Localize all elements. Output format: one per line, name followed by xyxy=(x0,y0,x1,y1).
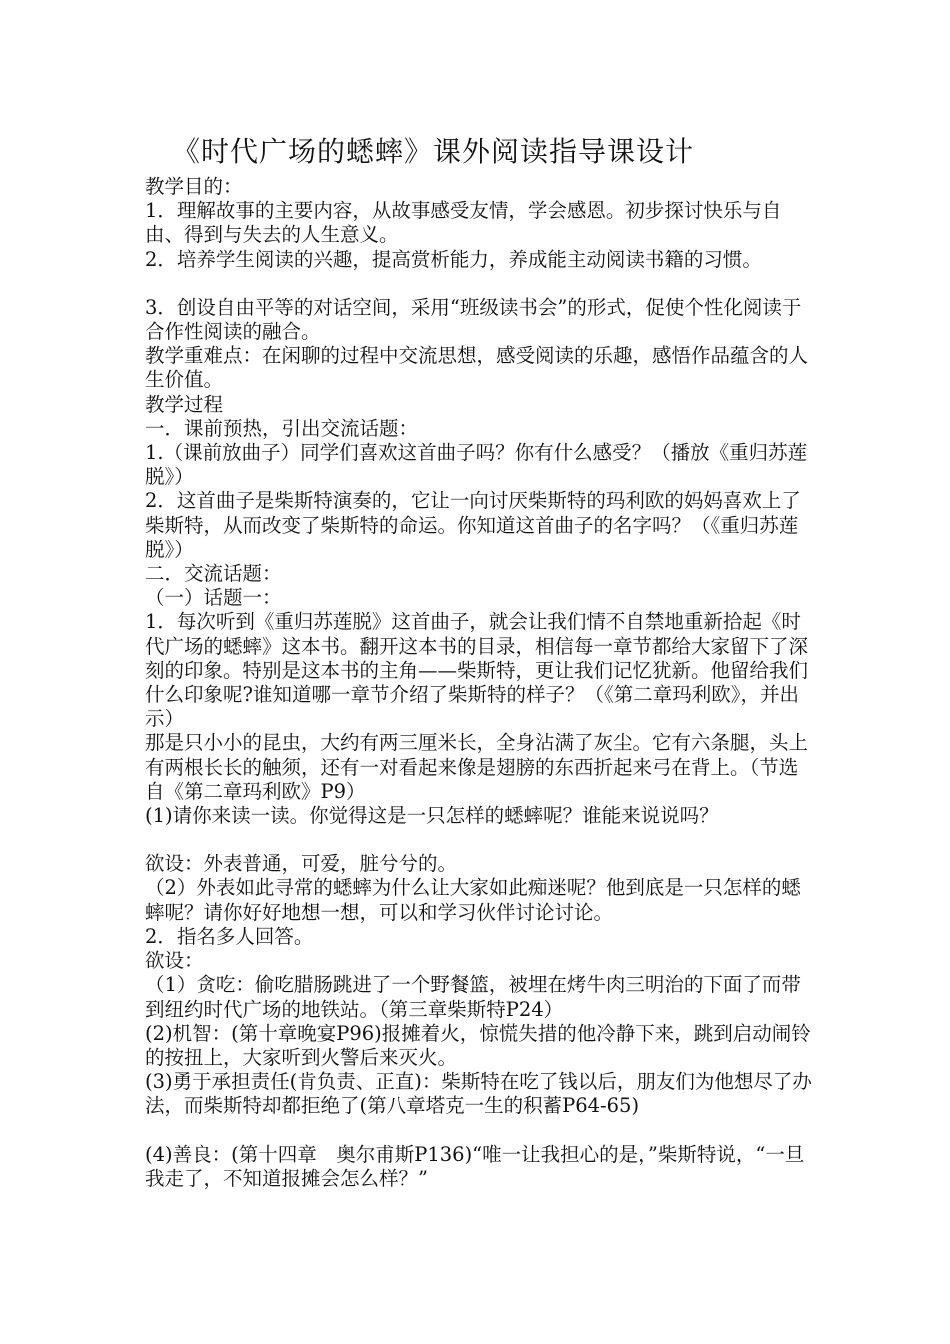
goal-item-2: 2．培养学生阅读的兴趣，提高赏析能力，养成能主动阅读书籍的习惯。 xyxy=(145,247,762,271)
section-heading-process: 教学过程 xyxy=(145,392,224,416)
expected-heading: 欲设： xyxy=(145,949,204,973)
trait-4: (4)善良：(第十四章 奥尔甫斯P136)“唯一让我担心的是，”柴斯特说，“一旦我走了，不知道报摊会怎么样？” xyxy=(145,1142,805,1190)
blank-line xyxy=(145,1119,815,1143)
trait-2: (2)机智：(第十章晚宴P96)报摊着火，惊慌失措的他冷静下来，跳到启动闹铃的按扭上，大家听到火警后来灭火。 xyxy=(145,1021,811,1069)
topic-heading-1: （一）话题一： xyxy=(145,586,282,610)
trait-3: (3)勇于承担责任(肯负责、正直)：柴斯特在吃了钱以后，朋友们为他想尽了办法，而柴斯特却都拒绝了(第八章塔克一生的积蓄P64-65) xyxy=(145,1070,812,1118)
document-body xyxy=(145,175,815,1191)
excerpt-paragraph: 那是只小小的昆虫，大约有两三厘米长，全身沾满了灰尘。它有六条腿，头上有两根长长的触须，还有一对看起来像是翅膀的东西折起来弓在背上。（节选自《第二章玛利欧》P9） xyxy=(145,731,809,803)
step-heading-1: 一．课前预热，引出交流话题： xyxy=(145,416,419,440)
topic-1-item-1: 1．每次听到《重归苏莲脱》这首曲子，就会让我们情不自禁地重新拾起《时代广场的蟋蟀》这本书。翻开这本书的目录，相信每一章节都给大家留下了深刻的印象。特别是这本书的主角——柴斯特，更让我们记忆犹新。他留给我们什么印象呢?谁知道哪一章节介绍了柴斯特的样子？（《第二章玛利欧》，并出示） xyxy=(145,610,809,731)
topic-1-item-2: 2．指名多人回答。 xyxy=(145,924,314,948)
blank-line xyxy=(145,272,815,296)
expected-answer-1: 欲设：外表普通，可爱，脏兮兮的。 xyxy=(145,852,458,876)
step-heading-2: 二．交流话题： xyxy=(145,562,282,586)
trait-1: （1）贪吃：偷吃腊肠跳进了一个野餐篮，被埋在烤牛肉三明治的下面了而带到纽约时代广场的地铁站。（第三章柴斯特P24） xyxy=(145,973,801,1021)
blank-line xyxy=(145,828,815,852)
section-heading-goals: 教学目的： xyxy=(145,175,243,198)
question-1: (1)请你来读一读。你觉得这是一只怎样的蟋蟀呢？谁能来说说吗？ xyxy=(145,804,719,828)
step-1-item-1: 1.（课前放曲子）同学们喜欢这首曲子吗？你有什么感受？（播放《重归苏莲脱》） xyxy=(145,441,808,489)
document-title: 《时代广场的蟋蟀》课外阅读指导课设计 xyxy=(172,135,695,168)
goal-item-3: 3．创设自由平等的对话空间，采用“班级读书会”的形式，促使个性化阅读于合作性阅读的融合。 xyxy=(145,295,802,344)
key-points: 教学重难点：在闲聊的过程中交流思想，感受阅读的乐趣，感悟作品蕴含的人生价值。 xyxy=(145,344,809,392)
step-1-item-2: 2．这首曲子是柴斯特演奏的，它让一向讨厌柴斯特的玛利欧的妈妈喜欢上了柴斯特，从而改变了柴斯特的命运。你知道这首曲子的名字吗？（《重归苏莲脱》） xyxy=(145,489,801,561)
goal-item-1: 1．理解故事的主要内容，从故事感受友情，学会感恩。初步探讨快乐与自由、得到与失去的人生意义。 xyxy=(145,199,782,247)
question-2: （2）外表如此寻常的蟋蟀为什么让大家如此痴迷呢？他到底是一只怎样的蟋蟀呢？请你好好地想一想，可以和学习伙伴讨论讨论。 xyxy=(145,876,801,924)
